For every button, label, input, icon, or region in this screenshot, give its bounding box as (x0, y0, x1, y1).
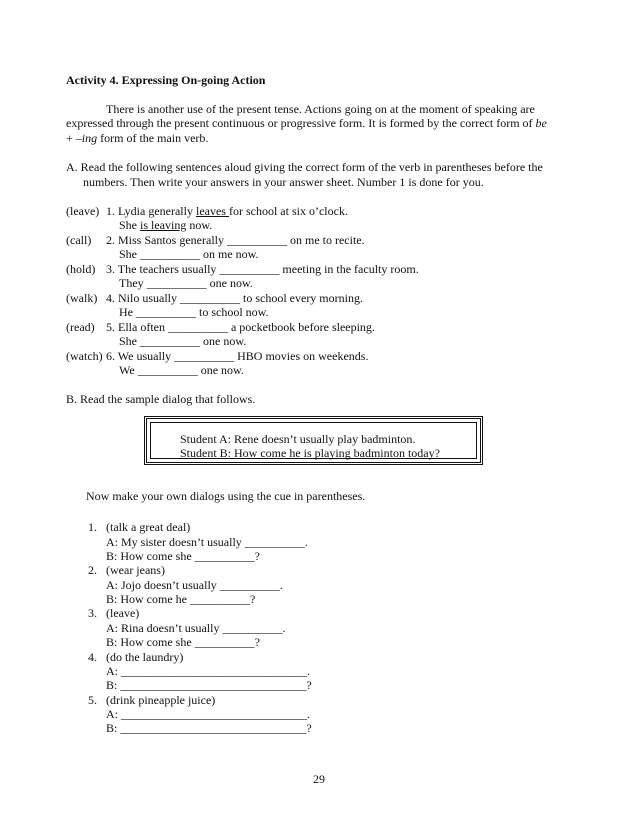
item-answer-line: They __________ one now. (119, 276, 253, 290)
item-number: 5. (88, 693, 97, 707)
dialog-line-a: A: _______________________________. (106, 664, 310, 678)
item-answer-line: She is leaving now. (119, 218, 213, 232)
item-sentence: 4. Nilo usually __________ to school every morning. (106, 291, 363, 305)
dialog-line-b: Student B: How come he is playing badminton today? (180, 446, 440, 460)
dialog-cue: (drink pineapple juice) (106, 693, 216, 707)
intro-line-3: + –ing form of the main verb. (66, 131, 209, 145)
item-cue: (leave) (66, 204, 100, 218)
item-sentence: 2. Miss Santos generally __________ on me to recite. (106, 233, 365, 247)
dialog-line-b: B: How come he __________? (106, 592, 256, 606)
dialog-line-a: A: Jojo doesn’t usually __________. (106, 578, 283, 592)
part-b-heading: B. Read the sample dialog that follows. (66, 392, 256, 406)
intro-line-2: expressed through the present continuous or progressive form. It is formed by the correct form of be (66, 116, 547, 130)
dialog-line-b: B: How come she __________? (106, 549, 260, 563)
part-b-instruction: Now make your own dialogs using the cue in parentheses. (86, 489, 366, 503)
item-sentence: 1. Lydia generally leaves for school at six o’clock. (106, 204, 348, 218)
dialog-line-b: B: _______________________________? (106, 678, 312, 692)
dialog-line-a: A: Rina doesn’t usually __________. (106, 621, 286, 635)
dialog-cue: (do the laundry) (106, 650, 184, 664)
item-sentence: 3. The teachers usually __________ meeting in the faculty room. (106, 262, 419, 276)
intro-line-1: There is another use of the present tense. Actions going on at the moment of speaking are (106, 102, 535, 116)
item-number: 1. (88, 520, 97, 534)
dialog-cue: (talk a great deal) (106, 520, 191, 534)
item-cue: (watch) (66, 349, 103, 363)
item-answer-line: She __________ on me now. (119, 247, 259, 261)
dialog-cue: (leave) (106, 606, 140, 620)
item-cue: (call) (66, 233, 92, 247)
part-a-instruction-2: numbers. Then write your answers in your answer sheet. Number 1 is done for you. (83, 175, 484, 189)
item-sentence: 6. We usually __________ HBO movies on weekends. (106, 349, 369, 363)
item-answer-line: He __________ to school now. (119, 305, 269, 319)
activity-title: Activity 4. Expressing On-going Action (66, 73, 266, 87)
item-cue: (read) (66, 320, 95, 334)
item-number: 2. (88, 563, 97, 577)
item-sentence: 5. Ella often __________ a pocketbook before sleeping. (106, 320, 375, 334)
page-number: 29 (313, 772, 325, 786)
item-cue: (hold) (66, 262, 96, 276)
dialog-line-a: A: _______________________________. (106, 707, 310, 721)
dialog-line-a: A: My sister doesn’t usually __________. (106, 535, 308, 549)
item-number: 4. (88, 650, 97, 664)
part-a-instruction-1: A. Read the following sentences aloud giving the correct form of the verb in parentheses before the (66, 160, 543, 174)
item-answer-line: We __________ one now. (119, 363, 244, 377)
item-number: 3. (88, 606, 97, 620)
item-cue: (walk) (66, 291, 98, 305)
item-answer-line: She __________ one now. (119, 334, 247, 348)
dialog-line-a: Student A: Rene doesn’t usually play badminton. (180, 432, 416, 446)
dialog-line-b: B: _______________________________? (106, 721, 312, 735)
dialog-cue: (wear jeans) (106, 563, 165, 577)
dialog-line-b: B: How come she __________? (106, 635, 260, 649)
